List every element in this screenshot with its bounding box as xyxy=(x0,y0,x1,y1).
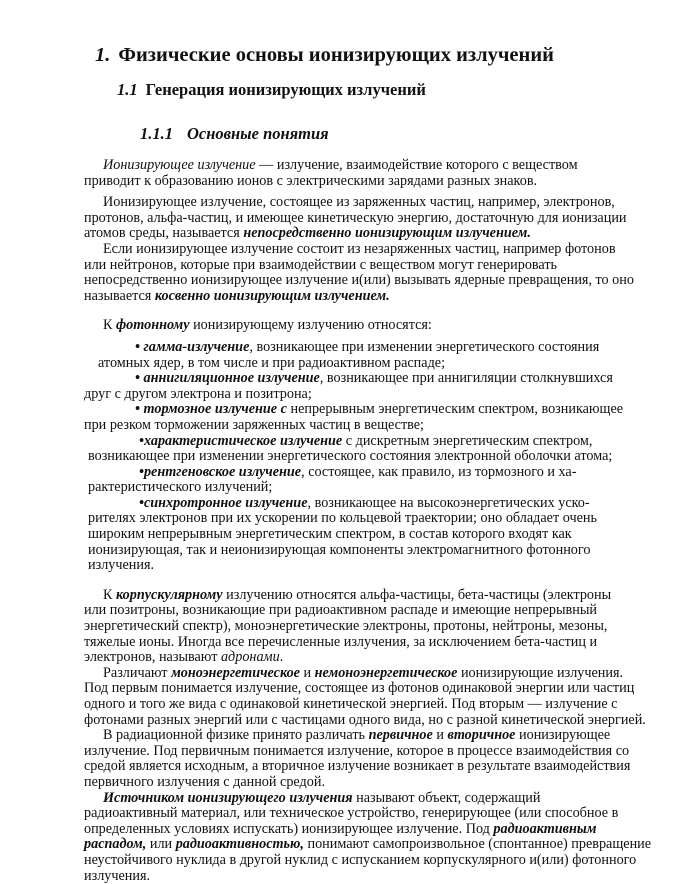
text: с дискретным энергетическим спектром, xyxy=(342,432,593,449)
term: • аннигиляционное излучение xyxy=(135,370,320,387)
text-line: рителях электронов при их ускорении по кольцевой траектории; оно обладает очень xyxy=(88,510,597,527)
text: называется xyxy=(84,287,155,304)
section-number: 1.1 xyxy=(117,80,138,99)
text-line: непосредственно ионизирующее излучение и(или) вызывать ядерные превращения, то оно xyxy=(84,272,634,289)
term: • тормозное излучение с xyxy=(135,401,287,418)
text: или xyxy=(146,836,176,853)
paragraph-photon-intro xyxy=(84,318,656,334)
bullet-item xyxy=(84,496,656,574)
paragraph-source xyxy=(84,791,656,884)
term: •синхротронное излучение xyxy=(139,494,308,511)
text: В радиационной физике принято различать xyxy=(103,727,369,744)
text: ионизирующему излучению относятся: xyxy=(189,317,432,334)
text: . xyxy=(279,649,284,666)
paragraph-indirect xyxy=(84,242,656,304)
text-line: широким непрерывным энергетическим спектром, в состав которого входят как xyxy=(88,526,572,543)
bullet-item xyxy=(84,465,656,496)
text-line: Под первым понимается излучение, состоящее из фотонов одинаковой энергии или частиц xyxy=(84,680,635,697)
text: непрерывным энергетическим спектром, возникающее xyxy=(286,401,624,418)
text-line: друг с другом электрона и позитрона; xyxy=(84,385,312,402)
text-line: радиоактивный материал, или техническое устройство, генерирующее (или способное в xyxy=(84,805,619,822)
term: корпускулярному xyxy=(116,586,223,603)
text: называют объект, содержащий xyxy=(352,789,541,806)
text-line: атомных ядер, в том числе и при радиоактивном распаде; xyxy=(98,354,446,371)
paragraph-primary-secondary xyxy=(84,728,656,790)
text-line: при резком торможении заряженных частиц в веществе; xyxy=(84,416,424,433)
text: Различают xyxy=(103,664,172,681)
text-line: излучение. Под первичным понимается излучение, которое в процессе взаимодействия со xyxy=(84,742,630,759)
term: вторичное xyxy=(447,727,516,744)
text-line: рактеристического излучений; xyxy=(88,479,273,496)
text: понимают самопроизвольное (спонтанное) превращение xyxy=(303,836,652,853)
text-line: Если ионизирующее излучение состоит из незаряженных частиц, например фотонов xyxy=(103,240,616,257)
paragraph-direct xyxy=(84,195,656,242)
term: Ионизирующее излучение xyxy=(103,157,256,173)
term: адронами xyxy=(220,649,280,666)
text: определенных условиях испускать) ионизирующее излучение. Под xyxy=(84,820,494,837)
text: , возникающее на высокоэнергетических уско- xyxy=(307,494,590,511)
term: моноэнергетическое xyxy=(171,664,300,681)
term: первичное xyxy=(368,727,433,744)
text-line: первичного излучения с данной средой. xyxy=(84,773,325,790)
chapter-heading xyxy=(95,44,554,67)
subsection-title: Основные понятия xyxy=(187,124,329,143)
text-line: возникающее при изменении энергетического состояния электронной оболочки атома; xyxy=(88,448,613,465)
subsection-number: 1.1.1 xyxy=(140,124,173,143)
text: , возникающее при аннигиляции столкнувшихся xyxy=(319,370,613,387)
text: излучению относятся альфа-частицы, бета-частицы (электроны xyxy=(222,586,612,603)
text: , возникающее при изменении энергетического состояния xyxy=(249,338,600,355)
text-line: средой является исходным, а вторичное излучение возникает в результате взаимодействия xyxy=(84,758,631,775)
text: К xyxy=(103,317,117,334)
text-line: или нейтронов, которые при взаимодействии с веществом могут генерировать xyxy=(84,256,558,273)
text-line: фотонами разных энергий или с частицами одного вида, но с разной кинетической энергией. xyxy=(84,711,646,728)
text-line: приводит к образованию ионов с электрическими зарядами разных знаков. xyxy=(84,172,538,189)
bullet-list xyxy=(84,340,656,574)
term: немоноэнергетическое xyxy=(314,664,458,681)
bullet-item xyxy=(84,340,656,371)
text: — излучение, взаимодействие которого с веществом xyxy=(255,157,578,173)
text: , состоящее, как правило, из тормозного и ха- xyxy=(301,463,577,480)
text: и xyxy=(299,664,315,681)
bullet-item xyxy=(84,402,656,433)
term: непосредственно ионизирующим излучением. xyxy=(243,225,531,242)
section-title: Генерация ионизирующих излучений xyxy=(145,80,426,99)
text-line: одного и того же вида с одинаковой кинетической энергией. Под вторым — излучение с xyxy=(84,696,618,712)
bullet-item xyxy=(84,434,656,465)
section-heading xyxy=(117,80,426,100)
document-body xyxy=(84,158,656,884)
text-line: тяжелые ионы. Иногда все перечисленные излучения, за исключением бета-частиц и xyxy=(84,633,598,650)
text-line: энергетический спектр), моноэнергетические электроны, протоны, нейтроны, мезоны, xyxy=(84,618,608,635)
subsection-heading xyxy=(140,124,329,144)
term: • гамма-излучение xyxy=(135,338,250,355)
paragraph-corpuscular xyxy=(84,588,656,666)
text: ионизирующее xyxy=(515,727,611,744)
chapter-number: 1. xyxy=(95,44,111,66)
text: электронов, называют xyxy=(84,649,221,666)
paragraph-definition xyxy=(84,158,656,189)
term: косвенно ионизирующим излучением. xyxy=(154,287,390,304)
text-line: Ионизирующее излучение, состоящее из заряженных частиц, например, электронов, xyxy=(103,194,615,211)
term: распадом, xyxy=(84,836,147,853)
text: и xyxy=(432,727,448,744)
text-line: ионизирующая, так и неионизирующая компоненты электромагнитного фотонного xyxy=(88,541,591,558)
text-line: неустойчивого нуклида в другой нуклид с испусканием корпускулярного и(или) фотонного xyxy=(84,851,637,868)
paragraph-monoenergetic xyxy=(84,666,656,728)
text-line: излучения. xyxy=(84,867,151,884)
text: атомов среды, называется xyxy=(84,225,244,242)
term: радиоактивностью, xyxy=(175,836,304,853)
text-line: излучения. xyxy=(88,557,155,574)
term: радиоактивным xyxy=(493,820,597,837)
bullet-item xyxy=(84,371,656,402)
term: Источником ионизирующего излучения xyxy=(103,789,353,806)
text: ионизирующие излучения. xyxy=(457,664,624,681)
text-line: или позитроны, возникающие при радиоактивном распаде и имеющие непрерывный xyxy=(84,602,597,619)
chapter-title: Физические основы ионизирующих излучений xyxy=(118,44,554,66)
term: фотонному xyxy=(116,317,190,334)
text: К xyxy=(103,586,117,603)
text-line: протонов, альфа-частиц, и имеющее кинетическую энергию, достаточную для ионизации xyxy=(84,209,627,226)
term: •характеристическое излучение xyxy=(139,432,343,449)
term: •рентгеновское излучение xyxy=(139,463,302,480)
